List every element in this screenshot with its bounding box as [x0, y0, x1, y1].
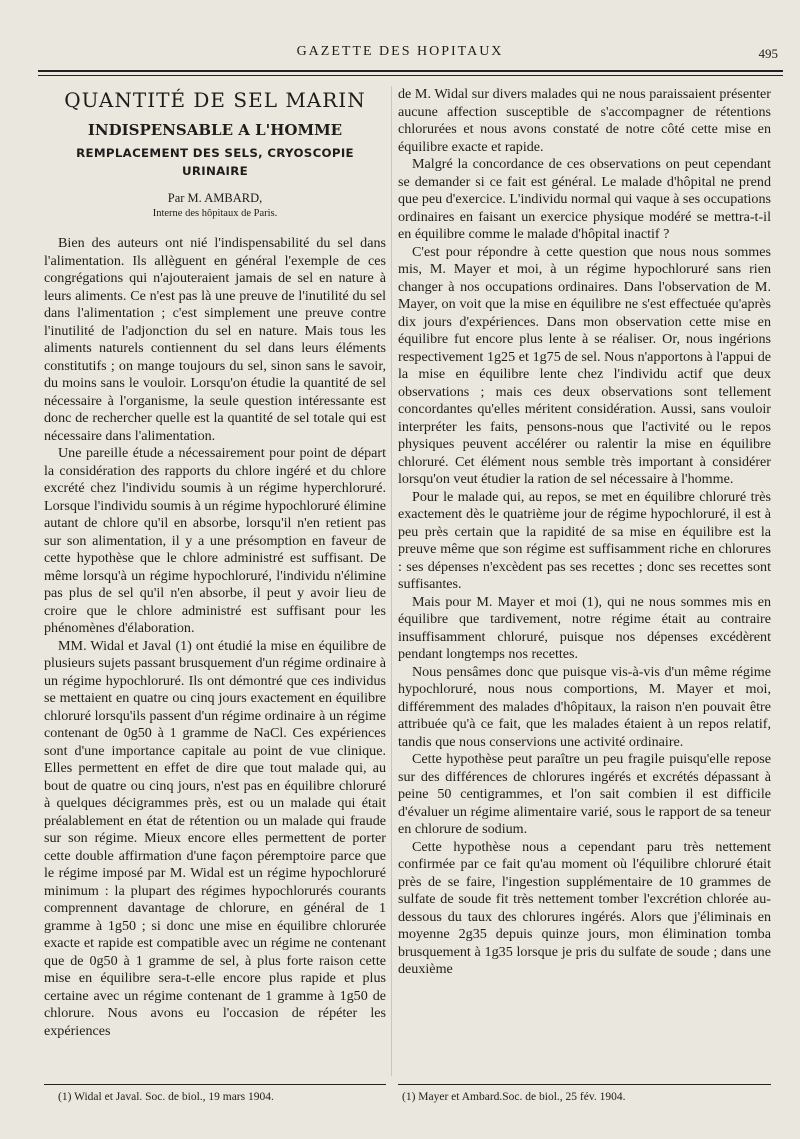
article-title: QUANTITÉ DE SEL MARIN [64, 88, 366, 112]
paragraph: Malgré la concordance de ces observations on peut cependant se demander si ce fait est général. Le malade d'hôpital ne prend que peu d'exercice. L'individu normal qui vaque à ses occupations ordinaires en faisant un exercice physique modéré se mettra-t-il en équilibre comme le malade d'hôpital inactif ? [398, 156, 771, 242]
author-affiliation: Interne des hôpitaux de Paris. [152, 208, 278, 219]
footnote-rule [44, 1084, 386, 1085]
paragraph: Nous pensâmes donc que puisque vis-à-vis d'un même régime hypochloruré, nous nous comportions, M. Mayer et moi, différemment des malades d'hôpitaux, la raison n'en pouvait être attribuée qu'à ce fait, que les malades étaient à un repos relatif, tandis que nous conservions une activité ordinaire. [398, 663, 771, 750]
footnote: (1) Widal et Javal. Soc. de biol., 19 mars 1904. [58, 1091, 274, 1103]
column-divider [391, 86, 392, 1076]
paragraph: MM. Widal et Javal (1) ont étudié la mise en équilibre de plusieurs sujets passant brusquement d'un régime ordinaire à un régime hypochloruré. Ils ont démontré que ces individus se mettaient en quatre ou cinq jours exactement en équilibre chloruré lorsqu'ils passent d'un régime ordinaire à un régime contenant de 0g50 à 1 gramme de NaCl. Ces expériences sont d'une importance capitale au point de vue clinique. Elles permettent en effet de dire que tout malade qui, au bout de quatre ou cinq jours, n'est pas en équilibre chloruré à quelques décigrammes près, est ou un malade qui était préalablement en état de rétention ou un malade qui fraude sur son régime. Mieux encore elles permettent de porter cette double affirmation d'une façon péremptoire parce que le régime imposé par M. Widal est un régime hypochloruré minimum : la plupart des régimes hypochlorurés courants comprennent davantage de chlorure, en général de 1 gramme à 1g50 ; si donc une mise en équilibre chlorurée exacte et rapide est compatible avec un régime ne contenant que de 0g50 à 1 gramme de sel, à plus forte raison cette mise en équilibre sera-t-elle encore plus rapide et plus certaine avec un régime contenant de 1 gramme à 1g50 de chlorure. Nous avons eu l'occasion de répéter les expériences [44, 637, 386, 1039]
article-subtitle-secondary: REMPLACEMENT DES SELS, CRYOSCOPIE URINAIRE [76, 146, 354, 178]
article-subtitle: INDISPENSABLE A L'HOMME [87, 121, 343, 139]
paragraph: Mais pour M. Mayer et moi (1), qui ne nous sommes mis en équilibre que tardivement, notre régime était au contraire insuffisamment chloruré, puisque nos dépenses excédèrent pendant longtemps nos recettes. [398, 593, 771, 662]
footnote-rule [398, 1084, 771, 1085]
running-head: GAZETTE DES HOPITAUX [296, 44, 504, 59]
paragraph: Cette hypothèse peut paraître un peu fragile puisqu'elle repose sur des différences de chlorures ingérés et excrétés dépassant à peine 50 centigrammes, et l'on sait combien il est difficile d'évaluer un régime alimentaire varié, sous le rapport de sa teneur en chlorure de sodium. [398, 751, 771, 837]
header-rule [38, 70, 783, 76]
footnote: (1) Mayer et Ambard.Soc. de biol., 25 fév. 1904. [402, 1091, 626, 1103]
paragraph: C'est pour répondre à cette question que nous nous sommes mis, M. Mayer et moi, à un régime hypochloruré sans rien changer à nos occupations ordinaires. Dans l'observation de M. Mayer, on voit que la mise en équilibre ne s'est effectuée qu'après dix jours d'expériences. Dans mon observation cette mise en équilibre fut encore plus lente à se réaliser. Or, nous ingérions respectivement 1g25 et 1g75 de sel. Nous n'apportons à l'appui de la mise en équilibre lente chez l'individu actif que deux observations ; mais ces deux observations sont tellement concordantes qu'elles méritent considération. Aussi, sans vouloir interpréter les faits, pensons-nous que l'activité ou le repos physiques peuvent accélérer ou ralentir la mise en équilibre chloruré. Cet élément nous semble très important à considérer lorsqu'on veut étudier la ration de sel nécessaire à l'homme. [398, 243, 771, 487]
paragraph: Pour le malade qui, au repos, se met en équilibre chloruré très exactement dès le quatrième jour de régime hypochloruré, il est à peu près certain que la rapidité de sa mise en équilibre est la preuve même que son régime est suffisamment riche en chlorures : ses dépenses n'excèdent pas ses recettes ; donc ses recettes sont suffisantes. [398, 488, 771, 592]
paragraph: Cette hypothèse nous a cependant paru très nettement confirmée par ce fait qu'au moment où l'équilibre chloruré était près de se faire, l'ingestion supplémentaire de 10 grammes de sulfate de soude fit très nettement tomber l'excrétion chlorée au-dessous du taux des chlorures ingérés. Alors que j'éliminais en moyenne 2g35 depuis quinze jours, mon élimination tomba brusquement à 1g35 lorsque je pris du sulfate de soude ; dans une deuxième [398, 838, 771, 977]
paragraph: Une pareille étude a nécessairement pour point de départ la considération des rapports du chlore ingéré et du chlore excrété chez l'individu soumis à un régime hyperchloruré. Lorsque l'individu soumis à un régime hypochloruré élimine autant de chlore qu'il en absorbe, lorsqu'il n'en retient pas sur son alimentation, il y a une présomption en faveur de cette hypothèse que le chlore administré est suffisant. De même lorsqu'à un régime hypochloruré, l'individu n'élimine pas plus de sel qu'il n'en absorbe, il peut y avoir lieu de croire que le chlore administré est suffisant pour les phénomènes d'élaboration. [44, 445, 386, 636]
paragraph: de M. Widal sur divers malades qui ne nous paraissaient présenter aucune affection susceptible de s'accompagner de rétentions chlorurées et nous avons constaté de notre côté cette mise en équilibre exacte et rapide. [398, 86, 771, 155]
left-column [44, 86, 386, 1086]
page-number: 495 [758, 46, 778, 61]
right-column [398, 86, 771, 1086]
byline: Par M. AMBARD, [167, 191, 263, 205]
paragraph: Bien des auteurs ont nié l'indispensabilité du sel dans l'alimentation. Ils allèguent en général l'exemple de ces congrégations qui n'ajouteraient jamais de sel en nature à leurs aliments. Ce n'est pas là une preuve de l'inutilité du sel dans l'alimentation ; c'est simplement une preuve contre l'inutilité de l'adjonction du sel en nature. Mais tous les aliments naturels contiennent du sel dans leurs éléments constitutifs ; on mange toujours du sel, sinon sans le savoir, du moins sans le vouloir. Lorsqu'on étudie la quantité de sel nécessaire à l'organisme, la seule question intéressante est donc de rechercher quelle est la quantité de sel totale qui est nécessaire dans l'alimentation. [44, 235, 386, 444]
